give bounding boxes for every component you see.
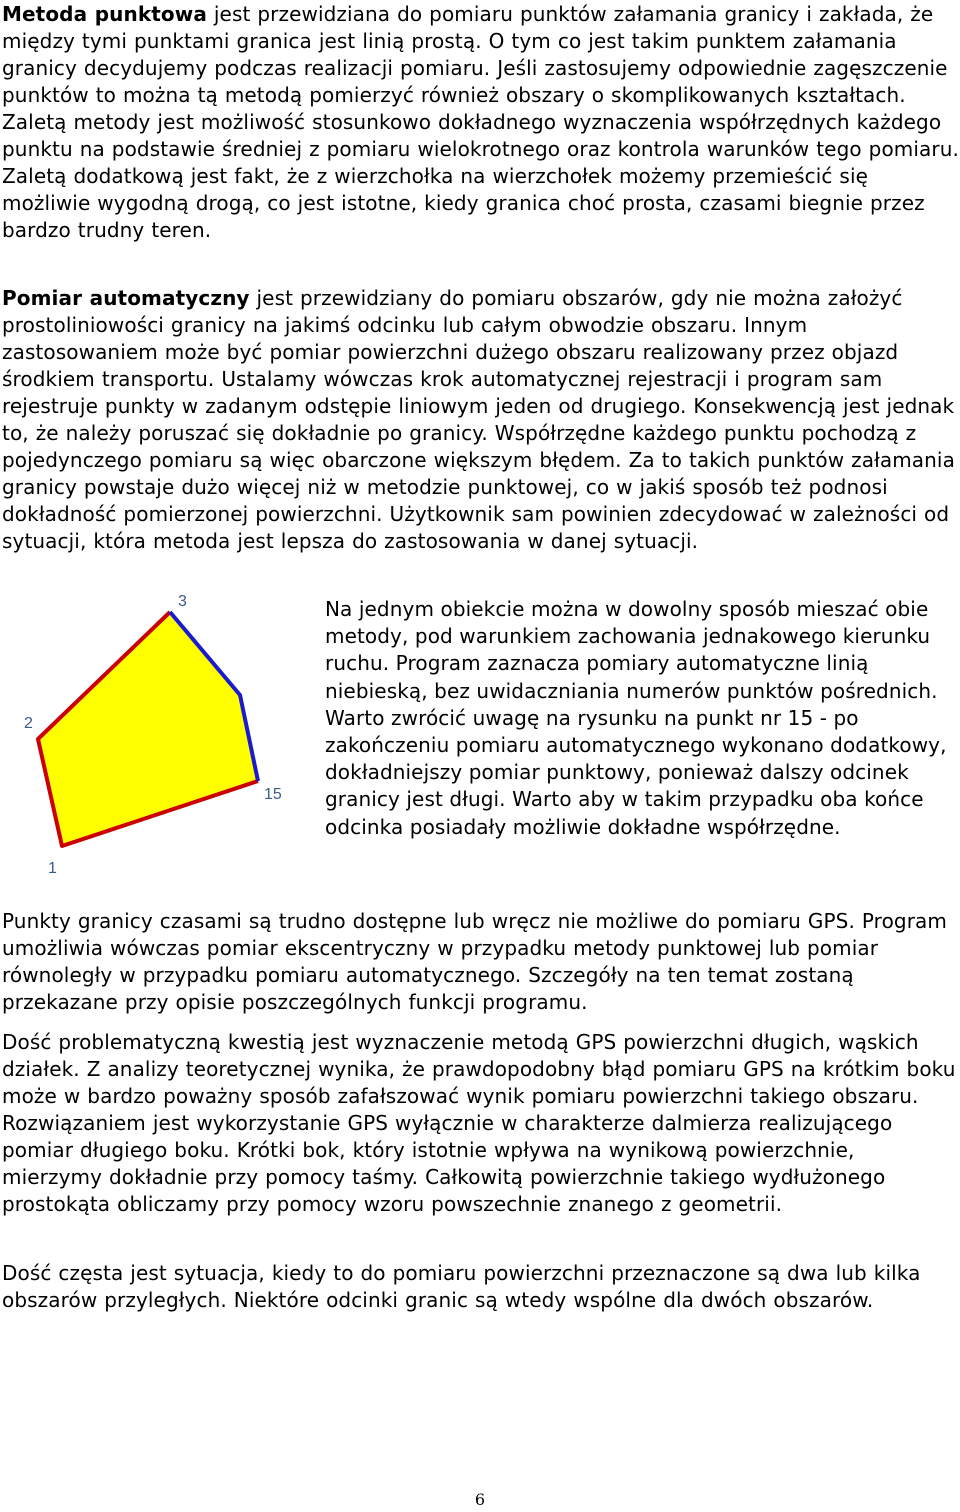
point-label-3: 3 xyxy=(178,593,187,610)
paragraph-side-part2: Warto zwrócić uwagę na rysunku na punkt nr 15 - po zakończeniu pomiaru automatycznego wykonano dodatkowy, dokładniejszy pomiar punktowy, ponieważ dalszy odcinek granicy jest długi. Warto aby w takim przypadku oba końce odcinka posiadały możliwie dokładne współrzędne. xyxy=(325,705,947,839)
paragraph-side xyxy=(325,596,960,841)
paragraph-obszary-przylegle: Dość częsta jest sytuacja, kiedy to do pomiaru powierzchni przeznaczone są dwa lub kilka obszarów przyległych. Niektóre odcinki granic są wtedy wspólne dla dwóch obszarów. xyxy=(2,1261,921,1312)
paragraph-automatyczny xyxy=(2,285,960,555)
point-label-15: 15 xyxy=(264,786,282,803)
plot-area xyxy=(38,612,258,846)
term-pomiar-automatyczny: Pomiar automatyczny xyxy=(2,286,250,310)
point-label-2: 2 xyxy=(24,715,33,732)
paragraph-punktowa-text: jest przewidziana do pomiaru punktów załamania granicy i zakłada, że między tymi punktami granica jest linią prostą. O tym co jest takim punktem załamania granicy decydujemy podczas realizacji pomiaru. Jeśli zastosujemy odpowiednie zagęszczenie punktów to można tą metodą pomierzyć również obszary o skomplikowanych kształtach. Zaletą metody jest możliwość stosunkowo dokładnego wyznaczenia współrzędnych każdego punktu na podstawie średniej z pomiaru wielokrotnego oraz kontrola warunków tego pomiaru. Zaletą dodatkową jest fakt, że z wierzchołka na wierzchołek możemy przemieścić się możliwie wygodną drogą, co jest istotne, kiedy granica choć prosta, czasami biegnie przez bardzo trudny teren. xyxy=(2,2,959,242)
boundary-figure xyxy=(0,590,310,890)
page-number: 6 xyxy=(474,1490,486,1509)
paragraph-automatyczny-text: jest przewidziany do pomiaru obszarów, gdy nie można założyć prostoliniowości granicy na jakimś odcinku lub całym obwodzie obszaru. Innym zastosowaniem może być pomiar powierzchni dużego obszaru realizowany przez objazd środkiem transportu. Ustalamy wówczas krok automatycznej rejestracji i program sam rejestruje punkty w zadanym odstępie liniowym jeden od drugiego. Konsekwencją jest jednak to, że należy poruszać się dokładnie po granicy. Współrzędne każdego punktu pochodzą z pojedynczego pomiaru są więc obarczone większym błędem. Za to takich punktów załamania granicy powstaje dużo więcej niż w metodzie punktowej, co w jakiś sposób też podnosi dokładność pomierzonej powierzchni. Użytkownik sam powinien zdecydować w zależności od sytuacji, która metoda jest lepsza do zastosowania w danej sytuacji. xyxy=(2,286,955,553)
paragraph-punktowa xyxy=(2,1,960,244)
paragraph-waskie-dzialki: Dość problematyczną kwestią jest wyznaczenie metodą GPS powierzchni długich, wąskich działek. Z analizy teoretycznej wynika, że prawdopodobny błąd pomiaru GPS na krótkim boku może w bardzo poważny sposób zafałszować wynik pomiaru powierzchni takiego obszaru. Rozwiązaniem jest wykorzystanie GPS wyłącznie w charakterze dalmierza realizującego pomiar długiego boku. Krótki bok, który istotnie wpływa na wynikową powierzchnie, mierzymy dokładnie przy pomocy taśmy. Całkowitą powierzchnie takiego wydłużonego prostokąta obliczamy przy pomocy wzoru powszechnie znanego z geometrii. xyxy=(2,1030,956,1216)
paragraph-side-part1: Na jednym obiekcie można w dowolny sposób mieszać obie metody, pod warunkiem zachowania jednakowego kierunku ruchu. Program zaznacza pomiary automatyczne linią niebieską, bez uwidaczniania numerów punktów pośrednich. xyxy=(325,597,938,703)
point-label-1: 1 xyxy=(48,860,57,877)
paragraph-ekscentryczny: Punkty granicy czasami są trudno dostępne lub wręcz nie możliwe do pomiaru GPS. Program umożliwia wówczas pomiar ekscentryczny w przypadku metody punktowej lub pomiar równoległy w przypadku pomiaru automatycznego. Szczegóły na ten temat zostaną przekazane przy opisie poszczególnych funkcji programu. xyxy=(2,909,947,1014)
term-metoda-punktowa: Metoda punktowa xyxy=(2,2,207,26)
